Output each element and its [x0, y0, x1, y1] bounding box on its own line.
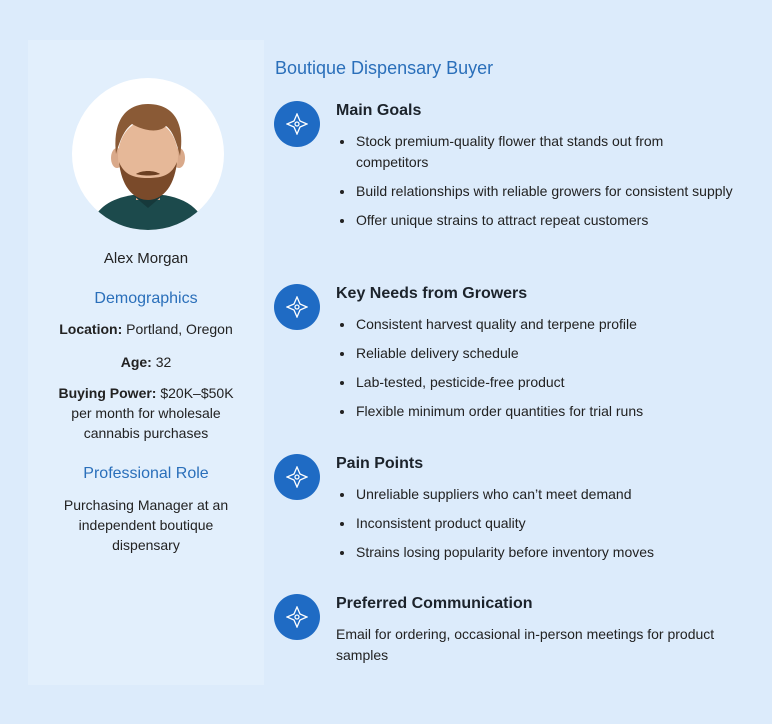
- age-fact: [54, 352, 238, 372]
- location-fact: [54, 319, 238, 339]
- list-item: Inconsistent product quality: [336, 513, 736, 534]
- pain-points-list: [336, 484, 736, 571]
- avatar-illustration: [72, 78, 224, 230]
- main-goals-title: Main Goals: [336, 102, 422, 119]
- location-value: Portland, Oregon: [126, 321, 233, 337]
- persona-title: Boutique Dispensary Buyer: [275, 58, 494, 78]
- key-needs-list: [336, 314, 736, 430]
- buying-power-label: Buying Power:: [58, 385, 157, 401]
- list-item: Build relationships with reliable growers for consistent supply: [336, 181, 736, 202]
- key-needs-title: Key Needs from Growers: [336, 285, 528, 302]
- communication-text: Email for ordering, occasional in-person meetings for product samples: [336, 626, 715, 663]
- list-item: Reliable delivery schedule: [336, 343, 736, 364]
- communication-icon: [274, 594, 320, 640]
- pain-points-icon: [274, 454, 320, 500]
- age-value: 32: [155, 354, 172, 370]
- person-name: Alex Morgan: [103, 250, 189, 267]
- location-label: Location:: [59, 321, 123, 337]
- list-item: Offer unique strains to attract repeat customers: [336, 210, 736, 231]
- list-item: Flexible minimum order quantities for trial runs: [336, 401, 736, 422]
- professional-role-text: Purchasing Manager at an independent boutique dispensary: [63, 497, 229, 553]
- needs-icon: [274, 284, 320, 330]
- list-item: Consistent harvest quality and terpene profile: [336, 314, 736, 335]
- goals-icon: [274, 101, 320, 147]
- age-label: Age:: [120, 354, 152, 370]
- pain-points-title: Pain Points: [336, 455, 424, 472]
- buying-power-value: $20K–$50K per month for wholesale cannabis purchases: [71, 385, 234, 441]
- list-item: Stock premium-quality flower that stands out from competitors: [336, 131, 736, 173]
- demographics-heading: Demographics: [94, 290, 198, 307]
- list-item: Lab-tested, pesticide-free product: [336, 372, 736, 393]
- communication-title: Preferred Communication: [336, 595, 533, 612]
- professional-role-heading: Professional Role: [83, 465, 209, 482]
- profile-panel: [28, 40, 264, 685]
- list-item: Strains losing popularity before inventory moves: [336, 542, 736, 563]
- list-item: Unreliable suppliers who can’t meet demand: [336, 484, 736, 505]
- main-goals-list: [336, 131, 736, 239]
- avatar: [72, 78, 224, 230]
- buying-power-fact: [54, 383, 238, 443]
